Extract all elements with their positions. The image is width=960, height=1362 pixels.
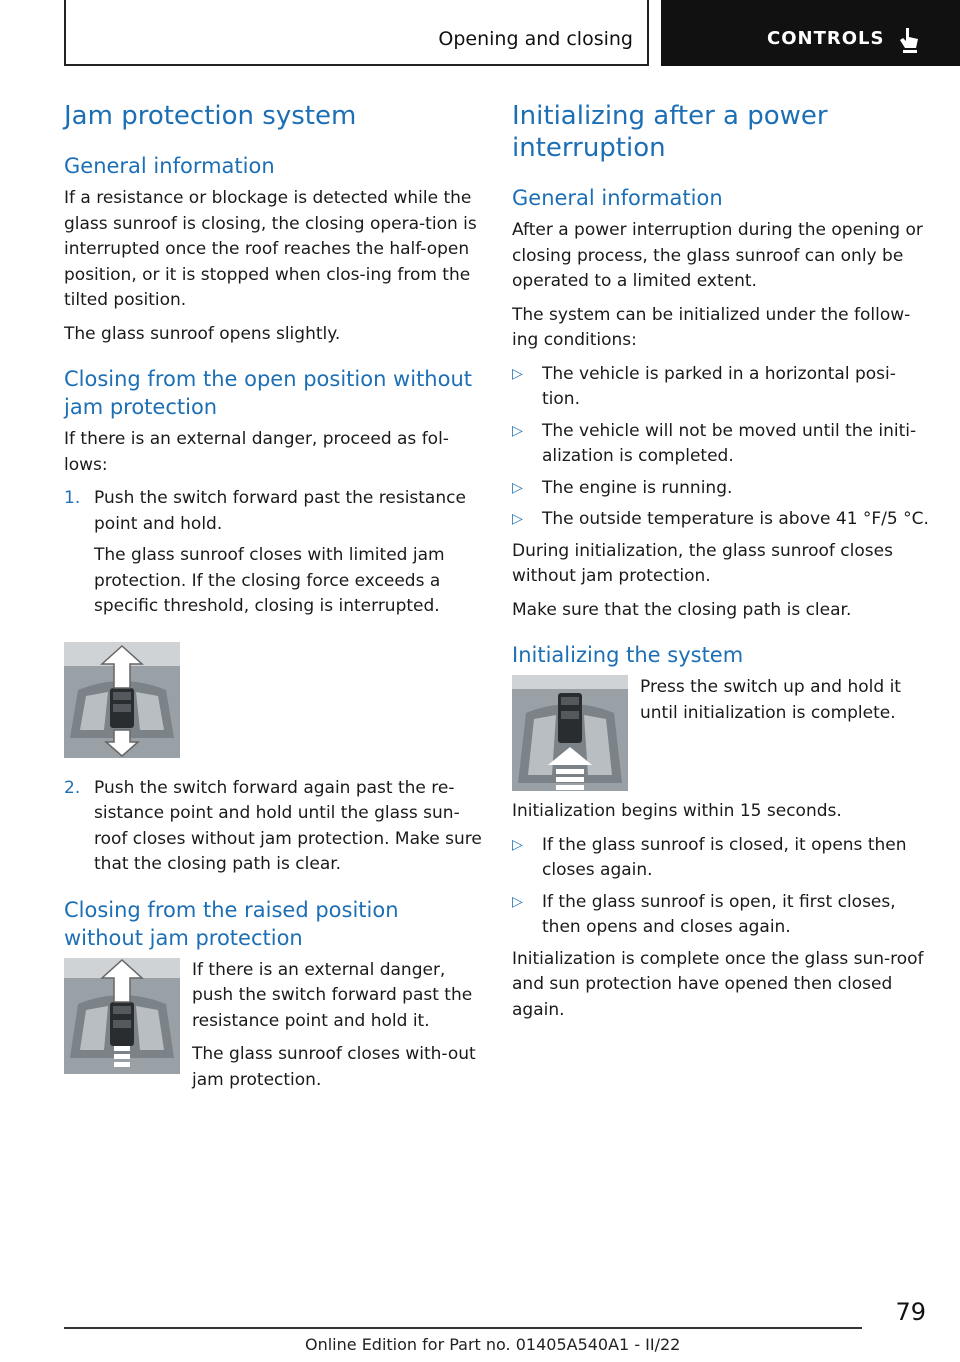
raised-closing-block [64,958,482,1102]
condition-item [512,419,930,470]
switch-forward-hold-illustration [64,958,180,1074]
condition-item [512,476,930,502]
step-1-note: The glass sunroof closes with limited jam protection. If the closing force exceeds a specific threshold, closing is interrupted. [94,545,445,616]
init-p1: Press the switch up and hold it until initialization is complete. [640,677,901,723]
condition-text: The outside temperature is above 41 °F/5 °C. [542,509,929,529]
left-general-heading: General information [64,154,275,178]
jam-protection-title: Jam protection system [64,101,357,131]
header-section-box [64,0,649,66]
condition-text: The vehicle is parked in a horizontal posi‐tion. [542,363,896,409]
page-number: 79 [895,1298,926,1326]
footer-edition: Online Edition for Part no. 01405A540A1 - II/22 [305,1335,681,1354]
switch-forward-illustration [64,642,180,758]
bullet-triangle-icon: ▷ [512,365,523,382]
header-chapter-title: CONTROLS [767,28,885,49]
open-closing-intro: If there is an external danger, proceed as fol‐lows: [64,429,449,475]
switch-up-illustration [512,675,628,791]
step-1-text: Push the switch forward past the resistance point and hold. [94,488,466,534]
condition-item [512,507,930,533]
right-general-p3: During initialization, the glass sunroof closes without jam protection. [512,540,893,586]
switch-forward-figure [64,642,180,758]
condition-item [512,362,930,413]
bullet-triangle-icon: ▷ [512,836,523,853]
step-1 [64,486,482,537]
init-p3: Initialization is complete once the glass sun‐roof and sun protection have opened then closed again. [512,948,924,1020]
step-2-number: 2. [64,777,81,798]
left-column [64,100,482,1109]
init-bullet-text: If the glass sunroof is closed, it opens then closes again. [542,834,907,880]
header-section-title: Opening and closing [438,28,633,50]
right-column [512,100,930,1031]
init-p2: Initialization begins within 15 seconds. [512,801,842,821]
bullet-triangle-icon: ▷ [512,479,523,496]
step-2-text: Push the switch forward again past the re‐sistance point and hold until the glass sun‐roof closes without jam protection. Make sure that the closing path is clear. [94,777,482,874]
left-general-p1: If a resistance or blockage is detected while the glass sunroof is closing, the closing opera‐tion is interrupted once the roof reaches the half-open position, or it is stopped when clos‐ing from the tilted position. [64,188,477,310]
right-general-p2: The system can be initialized under the follow‐ing conditions: [512,304,911,350]
bullet-triangle-icon: ▷ [512,511,523,527]
switch-forward-hold-figure [64,958,180,1074]
hand-pointer-icon [897,26,921,54]
init-text [640,675,930,791]
raised-closing-p2: The glass sunroof closes with‐out jam protection. [192,1044,476,1090]
bullet-triangle-icon: ▷ [512,893,523,910]
init-bullet [512,890,930,941]
condition-text: The vehicle will not be moved until the initi‐alization is completed. [542,420,917,466]
bullet-triangle-icon: ▷ [512,422,523,439]
header-chapter-box [661,0,960,66]
right-general-heading: General information [512,186,723,210]
footer-divider [64,1327,862,1329]
init-block [512,675,930,791]
left-general-p2: The glass sunroof opens slightly. [64,323,341,344]
right-general-p1: After a power interruption during the opening or closing process, the glass sunroof can only be operated to a limited extent. [512,220,923,291]
raised-closing-text [192,958,482,1102]
right-general-p4: Make sure that the closing path is clear. [512,599,852,620]
init-bullet-text: If the glass sunroof is open, it first closes, then opens and closes again. [542,891,896,937]
raised-closing-p1: If there is an external danger, push the switch forward past the resistance point and hold it. [192,959,473,1031]
raised-closing-heading: Closing from the raised position without jam protection [64,897,399,950]
condition-text: The engine is running. [542,477,733,498]
switch-up-figure [512,675,628,791]
step-1-number: 1. [64,488,81,508]
init-heading: Initializing the system [512,643,744,667]
init-bullet [512,833,930,884]
step-2 [64,776,482,878]
open-closing-heading: Closing from the open position without jam protection [64,367,473,419]
initializing-title: Initializing after a power interruption [512,101,828,163]
